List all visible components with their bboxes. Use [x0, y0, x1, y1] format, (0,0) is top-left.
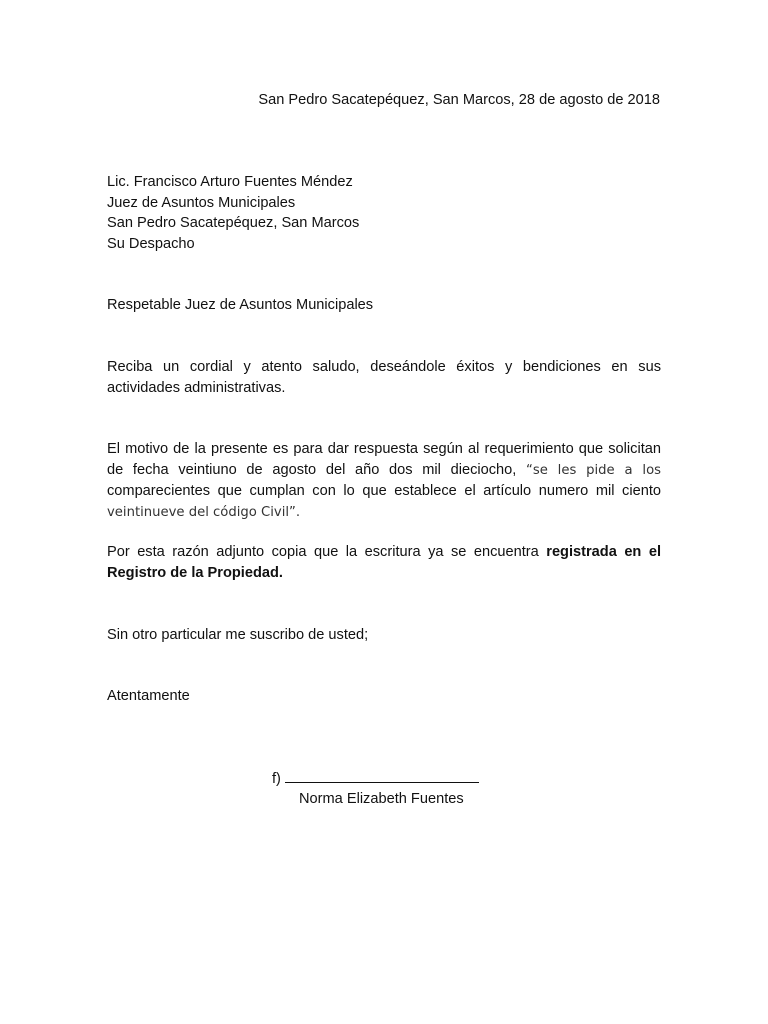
signature-name: Norma Elizabeth Fuentes [299, 791, 464, 807]
closing: Atentamente [107, 688, 190, 704]
paragraph-attachment [107, 542, 661, 583]
recipient-block [107, 172, 359, 254]
paragraph-motive [107, 439, 661, 523]
recipient-office: Su Despacho [107, 235, 195, 252]
signature-line-area [272, 768, 479, 790]
recipient-title: Juez de Asuntos Municipales [107, 194, 296, 211]
paragraph-motive-text: El motivo de la presente es para dar respuesta según al requerimiento que solicitan de fecha veintiuno de agosto del año dos mil dieciocho, [107, 441, 661, 478]
signature-label: f) [272, 771, 281, 787]
quote-end: veintinueve del código Civil”. [107, 504, 301, 520]
place-date: San Pedro Sacatepéquez, San Marcos, 28 de agosto de 2018 [258, 92, 660, 108]
registry-bold-text: registrada en el Registro de la Propiedad. [107, 544, 661, 581]
recipient-location: San Pedro Sacatepéquez, San Marcos [107, 215, 360, 232]
closing-line: Sin otro particular me suscribo de usted; [107, 627, 369, 643]
recipient-name: Lic. Francisco Arturo Fuentes Méndez [107, 174, 353, 190]
signature-line [285, 768, 479, 783]
quote-start: “se les pide a los [526, 462, 662, 478]
salutation: Respetable Juez de Asuntos Municipales [107, 297, 374, 313]
paragraph-attachment-text: Por esta razón adjunto copia que la escritura ya se encuentra [107, 544, 547, 560]
paragraph-motive-mid: comparecientes que cumplan con lo que establece el artículo numero mil ciento [107, 483, 661, 500]
paragraph-greeting: Reciba un cordial y atento saludo, deseándole éxitos y bendiciones en sus actividades administrativas. [107, 359, 661, 396]
